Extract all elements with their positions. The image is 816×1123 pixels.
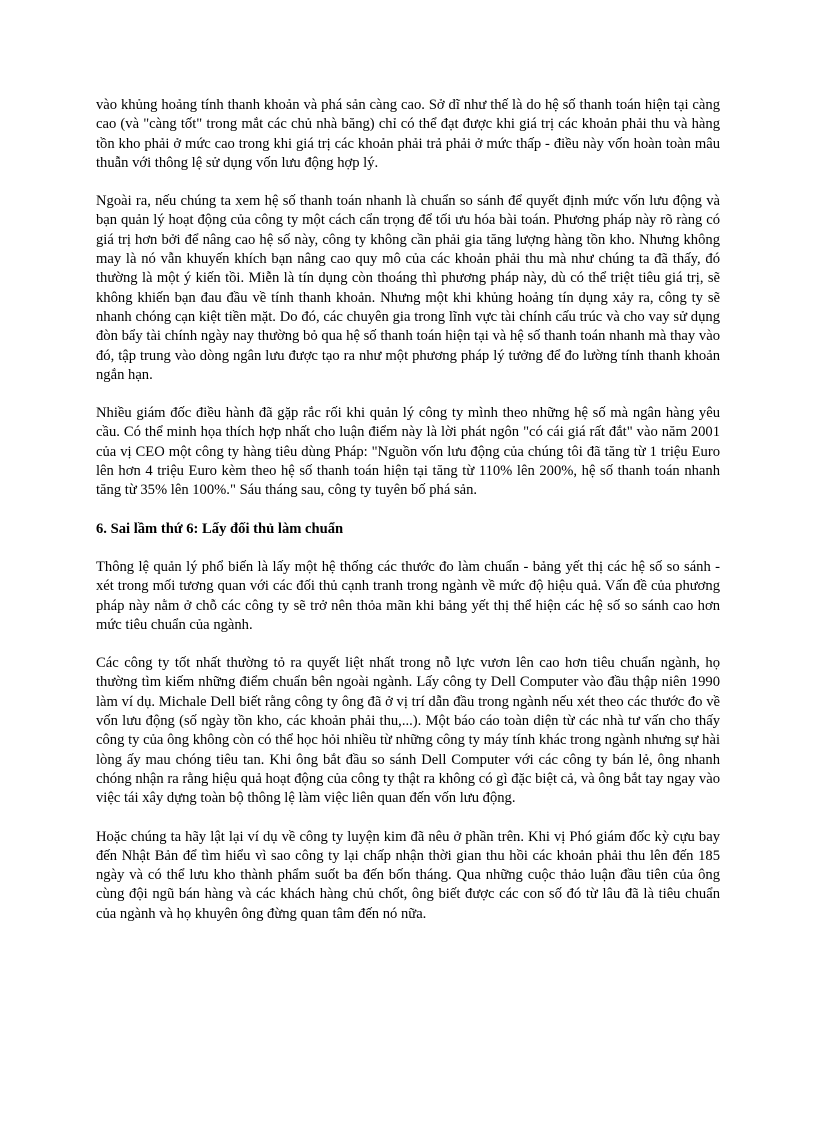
document-page [96, 96, 720, 943]
body-paragraph-6: Hoặc chúng ta hãy lật lại ví dụ về công ty luyện kim đã nêu ở phần trên. Khi vị Phó giám đốc kỳ cựu bay đến Nhật Bản để tìm hiểu vì sao công ty lại chấp nhận thời gian thu hồi các khoản phải thu lên đến 185 ngày và có thể lưu kho thành phẩm suốt ba đến bốn tháng. Qua những cuộc thảo luận đầu tiên của ông cùng đội ngũ bán hàng và các khách hàng chủ chốt, ông biết được các con số đó từ lâu đã là tiêu chuẩn của ngành và họ khuyên ông đừng quan tâm đến nó nữa. [96, 828, 720, 922]
body-paragraph-4: Thông lệ quản lý phổ biến là lấy một hệ thống các thước đo làm chuẩn - bảng yết thị các hệ số so sánh - xét trong mối tương quan với các đối thủ cạnh tranh trong ngành về mức độ hiệu quả. Vấn đề của phương pháp này nằm ở chỗ các công ty sẽ trở nên thỏa mãn khi bảng yết thị thể hiện các hệ số so sánh cao hơn mức tiêu chuẩn của ngành. [96, 558, 720, 633]
body-paragraph-3: Nhiều giám đốc điều hành đã gặp rắc rối khi quản lý công ty mình theo những hệ số mà ngân hàng yêu cầu. Có thể minh họa thích hợp nhất cho luận điểm này là lời phát ngôn "có cái giá rất đắt" vào năm 2001 của vị CEO một công ty hàng tiêu dùng Pháp: "Nguồn vốn lưu động của chúng tôi đã tăng từ 1 triệu Euro lên hơn 4 triệu Euro kèm theo hệ số thanh toán hiện tại tăng từ 110% lên 200%, hệ số thanh toán nhanh tăng từ 35% lên 100%." Sáu tháng sau, công ty tuyên bố phá sản. [96, 405, 720, 499]
body-paragraph-2: Ngoài ra, nếu chúng ta xem hệ số thanh toán nhanh là chuẩn so sánh để quyết định mức vốn lưu động và bạn quản lý hoạt động của công ty một cách cẩn trọng để tối ưu hóa bài toán. Phương pháp này rõ ràng có giá trị hơn bởi để nâng cao hệ số này, công ty không cần phải gia tăng lượng hàng tồn kho. Nhưng không may là nó vẫn khuyến khích bạn nâng cao quy mô của các khoản phải thu mà như chúng ta đã thấy, đó thường là một ý kiến tồi. Miễn là tín dụng còn thoáng thì phương pháp này, dù có thể triệt tiêu giá trị, sẽ không khiến bạn đau đầu về tính thanh khoản. Nhưng một khi khủng hoảng tín dụng xảy ra, công ty sẽ nhanh chóng cạn kiệt tiền mặt. Do đó, các chuyên gia trong lĩnh vực tài chính cấu trúc và cho vay sử dụng đòn bẩy tài chính ngày nay thường bỏ qua hệ số thanh toán hiện tại và hệ số thanh toán nhanh mà thay vào đó, tập trung vào dòng ngân lưu được tạo ra như một phương pháp lý tưởng để đo lường tính thanh khoản ngắn hạn. [96, 193, 720, 383]
body-paragraph-1: vào khủng hoảng tính thanh khoản và phá sản càng cao. Sở dĩ như thế là do hệ số thanh toán hiện tại càng cao (và "càng tốt" trong mắt các chủ nhà băng) chỉ có thể đạt được khi giá trị các khoản phải thu và hàng tồn kho phải ở mức cao trong khi giá trị các khoản phải trả phải ở mức thấp - điều này vốn hoàn toàn mâu thuẫn với thông lệ sử dụng vốn lưu động hợp lý. [96, 97, 720, 171]
body-paragraph-5: Các công ty tốt nhất thường tỏ ra quyết liệt nhất trong nỗ lực vươn lên cao hơn tiêu chuẩn ngành, họ thường tìm kiếm những điểm chuẩn bên ngoài ngành. Lấy công ty Dell Computer vào đầu thập niên 1990 làm ví dụ. Michale Dell biết rằng công ty ông đã ở vị trí dẫn đầu trong ngành nếu xét theo các thước đo về vốn lưu động (số ngày tồn kho, các khoản phải thu,...). Một báo cáo toàn diện từ các nhà tư vấn cho thấy công ty của ông không còn có thể học hỏi nhiều từ những công ty máy tính khác trong ngành nhưng sự hài lòng ấy mau chóng tiêu tan. Khi ông bắt đầu so sánh Dell Computer với các công ty bán lẻ, ông nhanh chóng nhận ra rằng hiệu quả hoạt động của công ty thật ra không có gì đặc biệt cả, và ông bắt tay ngay vào việc tái xây dựng toàn bộ thông lệ làm việc liên quan đến vốn lưu động. [96, 655, 720, 807]
section-heading: 6. Sai lầm thứ 6: Lấy đối thủ làm chuẩn [96, 520, 344, 537]
